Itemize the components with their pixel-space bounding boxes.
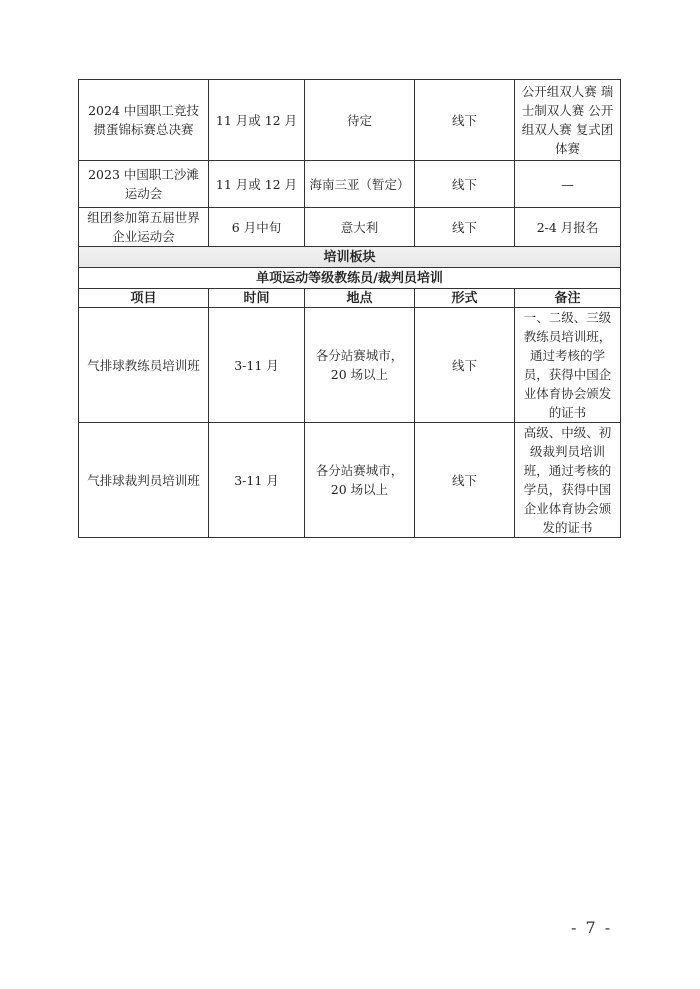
cell-format: 线下	[415, 423, 515, 538]
cell-project: 气排球裁判员培训班	[79, 423, 209, 538]
page-number: - 7 -	[571, 918, 613, 937]
cell-remark: 公开组双人赛 瑞士制双人赛 公开组双人赛 复式团体赛	[515, 80, 621, 161]
cell-location: 待定	[305, 80, 415, 161]
cell-location: 各分站赛城市，20 场以上	[305, 423, 415, 538]
table-row	[79, 423, 621, 538]
cell-format: 线下	[415, 161, 515, 208]
cell-time: 3-11 月	[209, 308, 305, 423]
header-time: 时间	[209, 289, 305, 308]
header-row	[79, 289, 621, 308]
cell-remark: 2-4 月报名	[515, 208, 621, 247]
cell-remark: —	[515, 161, 621, 208]
cell-project: 组团参加第五届世界企业运动会	[79, 208, 209, 247]
section-row	[79, 247, 621, 268]
table-row	[79, 208, 621, 247]
header-project: 项目	[79, 289, 209, 308]
cell-format: 线下	[415, 80, 515, 161]
cell-location: 各分站赛城市，20 场以上	[305, 308, 415, 423]
cell-remark: 高级、中级、初级裁判员培训班，通过考核的学员，获得中国企业体育协会颁发的证书	[515, 423, 621, 538]
header-location: 地点	[305, 289, 415, 308]
table-row	[79, 80, 621, 161]
subsection-row	[79, 268, 621, 289]
table-row	[79, 308, 621, 423]
cell-project: 气排球教练员培训班	[79, 308, 209, 423]
cell-project: 2023 中国职工沙滩运动会	[79, 161, 209, 208]
section-title: 培训板块	[79, 247, 621, 268]
cell-format: 线下	[415, 208, 515, 247]
cell-project: 2024 中国职工竞技掼蛋锦标赛总决赛	[79, 80, 209, 161]
cell-location: 海南三亚（暂定）	[305, 161, 415, 208]
subsection-title: 单项运动等级教练员/裁判员培训	[79, 268, 621, 289]
cell-time: 11 月或 12 月	[209, 161, 305, 208]
cell-time: 3-11 月	[209, 423, 305, 538]
cell-location: 意大利	[305, 208, 415, 247]
header-remark: 备注	[515, 289, 621, 308]
cell-time: 11 月或 12 月	[209, 80, 305, 161]
cell-format: 线下	[415, 308, 515, 423]
cell-remark: 一、二级、三级教练员培训班，通过考核的学员，获得中国企业体育协会颁发的证书	[515, 308, 621, 423]
header-format: 形式	[415, 289, 515, 308]
cell-time: 6 月中旬	[209, 208, 305, 247]
schedule-table	[78, 79, 621, 538]
table-row	[79, 161, 621, 208]
